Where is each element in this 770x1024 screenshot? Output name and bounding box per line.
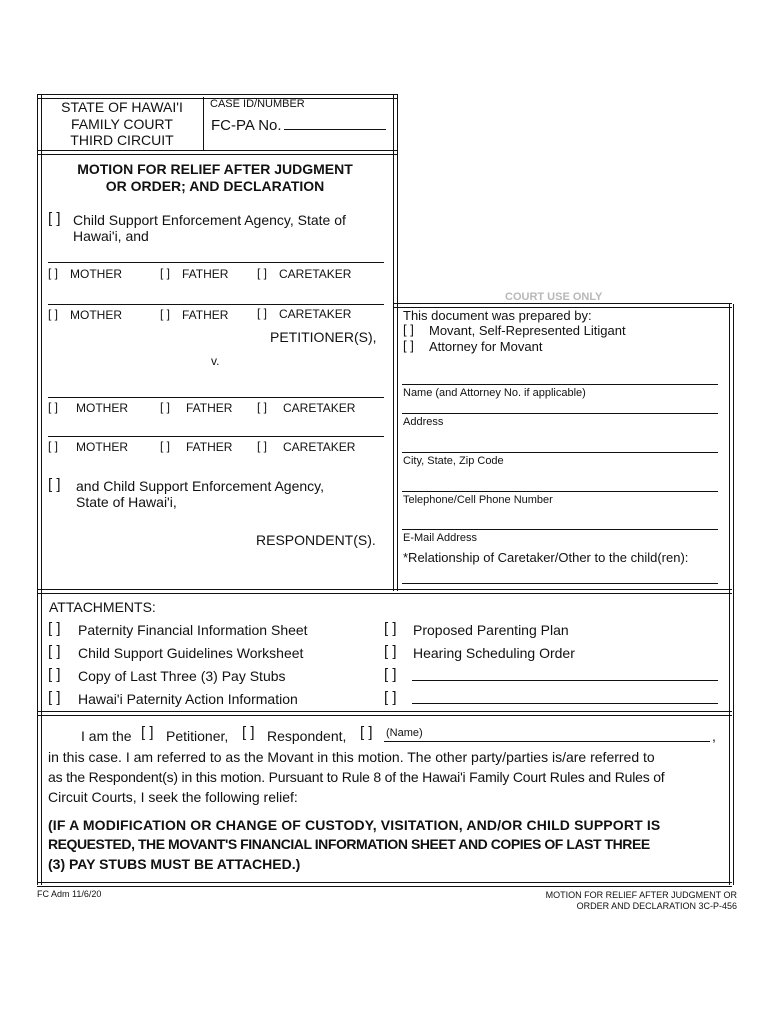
- resp2-father-label: FATHER: [186, 440, 233, 454]
- relationship-label: *Relationship of Caretaker/Other to the child(ren):: [403, 550, 689, 565]
- form-title-line1: MOTION FOR RELIEF AFTER JUDGMENT: [77, 161, 353, 177]
- decl-other-checkbox[interactable]: [ ]: [360, 724, 373, 741]
- csea-label-line1: Child Support Enforcement Agency, State of: [73, 212, 346, 228]
- attachments-top-border: [37, 589, 732, 594]
- att-hearing-order-checkbox[interactable]: [ ]: [384, 643, 397, 660]
- pet2-father-label: FATHER: [182, 308, 229, 322]
- resp-csea-checkbox[interactable]: [ ]: [48, 476, 61, 493]
- iam-label: I am the: [81, 728, 132, 744]
- caption-divider: [203, 97, 204, 151]
- pet2-father-checkbox[interactable]: [ ]: [160, 307, 171, 321]
- att-paystubs-label: Copy of Last Three (3) Pay Stubs: [78, 668, 286, 684]
- att-paternity-info-label: Hawai'i Paternity Action Information: [78, 691, 298, 707]
- email-field[interactable]: [402, 529, 718, 530]
- frame-bottom-border: [37, 882, 732, 887]
- resp2-mother-label: MOTHER: [76, 440, 128, 454]
- pet1-caretaker-label: CARETAKER: [279, 267, 352, 281]
- address-label: Address: [403, 416, 444, 428]
- petitioners-label: PETITIONER(S),: [270, 329, 377, 345]
- court-name-line2: FAMILY COURT: [71, 116, 173, 132]
- att-other1-field[interactable]: [412, 680, 718, 681]
- pet2-mother-checkbox[interactable]: [ ]: [48, 307, 59, 321]
- resp1-caretaker-checkbox[interactable]: [ ]: [257, 400, 268, 414]
- notice-line3: (3) PAY STUBS MUST BE ATTACHED.): [48, 856, 301, 872]
- petitioner-name-line-1[interactable]: [48, 262, 384, 263]
- form-name-line1: MOTION FOR RELIEF AFTER JUDGMENT OR: [545, 890, 737, 900]
- frame-left-border: [37, 94, 42, 885]
- decl-petitioner-label: Petitioner,: [166, 728, 229, 744]
- address-field[interactable]: [402, 413, 718, 414]
- prep-attorney-label: Attorney for Movant: [429, 339, 543, 354]
- att-guidelines-checkbox[interactable]: [ ]: [48, 643, 61, 660]
- notice-line1: (IF A MODIFICATION OR CHANGE OF CUSTODY, VISITATION, AND/OR CHILD SUPPORT IS: [48, 817, 661, 833]
- decl-text-line2: as the Respondent(s) in this motion. Pursuant to Rule 8 of the Hawai'i Family Court Rules and Rules of: [48, 769, 665, 785]
- resp2-father-checkbox[interactable]: [ ]: [160, 439, 171, 453]
- city-field[interactable]: [402, 452, 718, 453]
- case-number-prefix: FC-PA No.: [211, 117, 282, 134]
- decl-name-field[interactable]: [384, 741, 710, 742]
- decl-respondent-checkbox[interactable]: [ ]: [242, 724, 255, 741]
- resp2-caretaker-checkbox[interactable]: [ ]: [257, 439, 268, 453]
- resp1-father-label: FATHER: [186, 401, 233, 415]
- resp1-mother-checkbox[interactable]: [ ]: [48, 400, 59, 414]
- case-id-label: CASE ID/NUMBER: [210, 98, 305, 110]
- relationship-field[interactable]: [402, 583, 718, 584]
- frame-right-border-bottom: [729, 591, 734, 885]
- prep-self-label: Movant, Self-Represented Litigant: [429, 323, 626, 338]
- form-title-line2: OR ORDER; AND DECLARATION: [105, 178, 325, 194]
- att-paystubs-checkbox[interactable]: [ ]: [48, 666, 61, 683]
- att-other1-checkbox[interactable]: [ ]: [384, 666, 397, 683]
- name-field[interactable]: [402, 384, 718, 385]
- court-name-line1: STATE OF HAWAI'I: [61, 99, 183, 115]
- decl-respondent-label: Respondent,: [267, 728, 347, 744]
- pet2-caretaker-label: CARETAKER: [279, 307, 352, 321]
- case-number-field[interactable]: [284, 129, 386, 130]
- respondent-name-line-1[interactable]: [48, 397, 384, 398]
- respondent-name-line-2[interactable]: [48, 436, 384, 437]
- court-use-only-label: COURT USE ONLY: [505, 291, 603, 303]
- attachments-heading: ATTACHMENTS:: [49, 599, 156, 615]
- caption-bottom-border: [37, 150, 397, 155]
- decl-text-line3: Circuit Courts, I seek the following relief:: [48, 789, 298, 805]
- att-parenting-plan-label: Proposed Parenting Plan: [413, 622, 569, 638]
- resp2-mother-checkbox[interactable]: [ ]: [48, 439, 59, 453]
- att-other2-field[interactable]: [412, 703, 718, 704]
- att-parenting-plan-checkbox[interactable]: [ ]: [384, 620, 397, 637]
- pet2-mother-label: MOTHER: [70, 308, 122, 322]
- att-financial-checkbox[interactable]: [ ]: [48, 620, 61, 637]
- versus-label: v.: [211, 354, 220, 368]
- resp1-mother-label: MOTHER: [76, 401, 128, 415]
- email-label: E-Mail Address: [403, 532, 477, 544]
- resp1-caretaker-label: CARETAKER: [283, 401, 356, 415]
- prep-self-checkbox[interactable]: [ ]: [403, 322, 414, 337]
- city-label: City, State, Zip Code: [403, 455, 504, 467]
- att-paternity-info-checkbox[interactable]: [ ]: [48, 689, 61, 706]
- notice-line2: REQUESTED, THE MOVANT'S FINANCIAL INFORMATION SHEET AND COPIES OF LAST THREE: [48, 836, 650, 852]
- pet1-mother-label: MOTHER: [70, 267, 122, 281]
- att-other2-checkbox[interactable]: [ ]: [384, 689, 397, 706]
- att-financial-label: Paternity Financial Information Sheet: [78, 622, 308, 638]
- att-hearing-order-label: Hearing Scheduling Order: [413, 645, 575, 661]
- resp-csea-label-line1: and Child Support Enforcement Agency,: [76, 478, 325, 494]
- prep-attorney-checkbox[interactable]: [ ]: [403, 338, 414, 353]
- pet2-caretaker-checkbox[interactable]: [ ]: [257, 306, 268, 320]
- frame-right-border-top: [393, 94, 398, 591]
- phone-label: Telephone/Cell Phone Number: [403, 494, 553, 506]
- petitioner-name-line-2[interactable]: [48, 304, 384, 305]
- respondents-label: RESPONDENT(S).: [256, 532, 376, 548]
- phone-field[interactable]: [402, 491, 718, 492]
- pet1-father-label: FATHER: [182, 267, 229, 281]
- decl-text-line1: in this case. I am referred to as the Movant in this motion. The other party/parties is/are referred to: [48, 749, 655, 765]
- resp-csea-label-line2: State of Hawai'i,: [76, 494, 177, 510]
- csea-label-line2: Hawai'i, and: [73, 228, 149, 244]
- decl-name-hint: (Name): [386, 727, 423, 739]
- declaration-top-border: [37, 711, 732, 716]
- resp2-caretaker-label: CARETAKER: [283, 440, 356, 454]
- pet1-father-checkbox[interactable]: [ ]: [160, 266, 171, 280]
- decl-petitioner-checkbox[interactable]: [ ]: [141, 724, 154, 741]
- court-use-border: [729, 304, 734, 591]
- resp1-father-checkbox[interactable]: [ ]: [160, 400, 171, 414]
- att-guidelines-label: Child Support Guidelines Worksheet: [78, 645, 304, 661]
- pet1-caretaker-checkbox[interactable]: [ ]: [257, 266, 268, 280]
- name-label: Name (and Attorney No. if applicable): [403, 387, 586, 399]
- form-name-line2: ORDER AND DECLARATION 3C-P-456: [576, 901, 737, 911]
- court-name-line3: THIRD CIRCUIT: [70, 132, 174, 148]
- prepared-by-label: This document was prepared by:: [403, 308, 592, 323]
- csea-checkbox[interactable]: [ ]: [48, 210, 61, 227]
- decl-name-comma: ,: [712, 728, 716, 744]
- pet1-mother-checkbox[interactable]: [ ]: [48, 266, 59, 280]
- form-revision: FC Adm 11/6/20: [37, 889, 102, 899]
